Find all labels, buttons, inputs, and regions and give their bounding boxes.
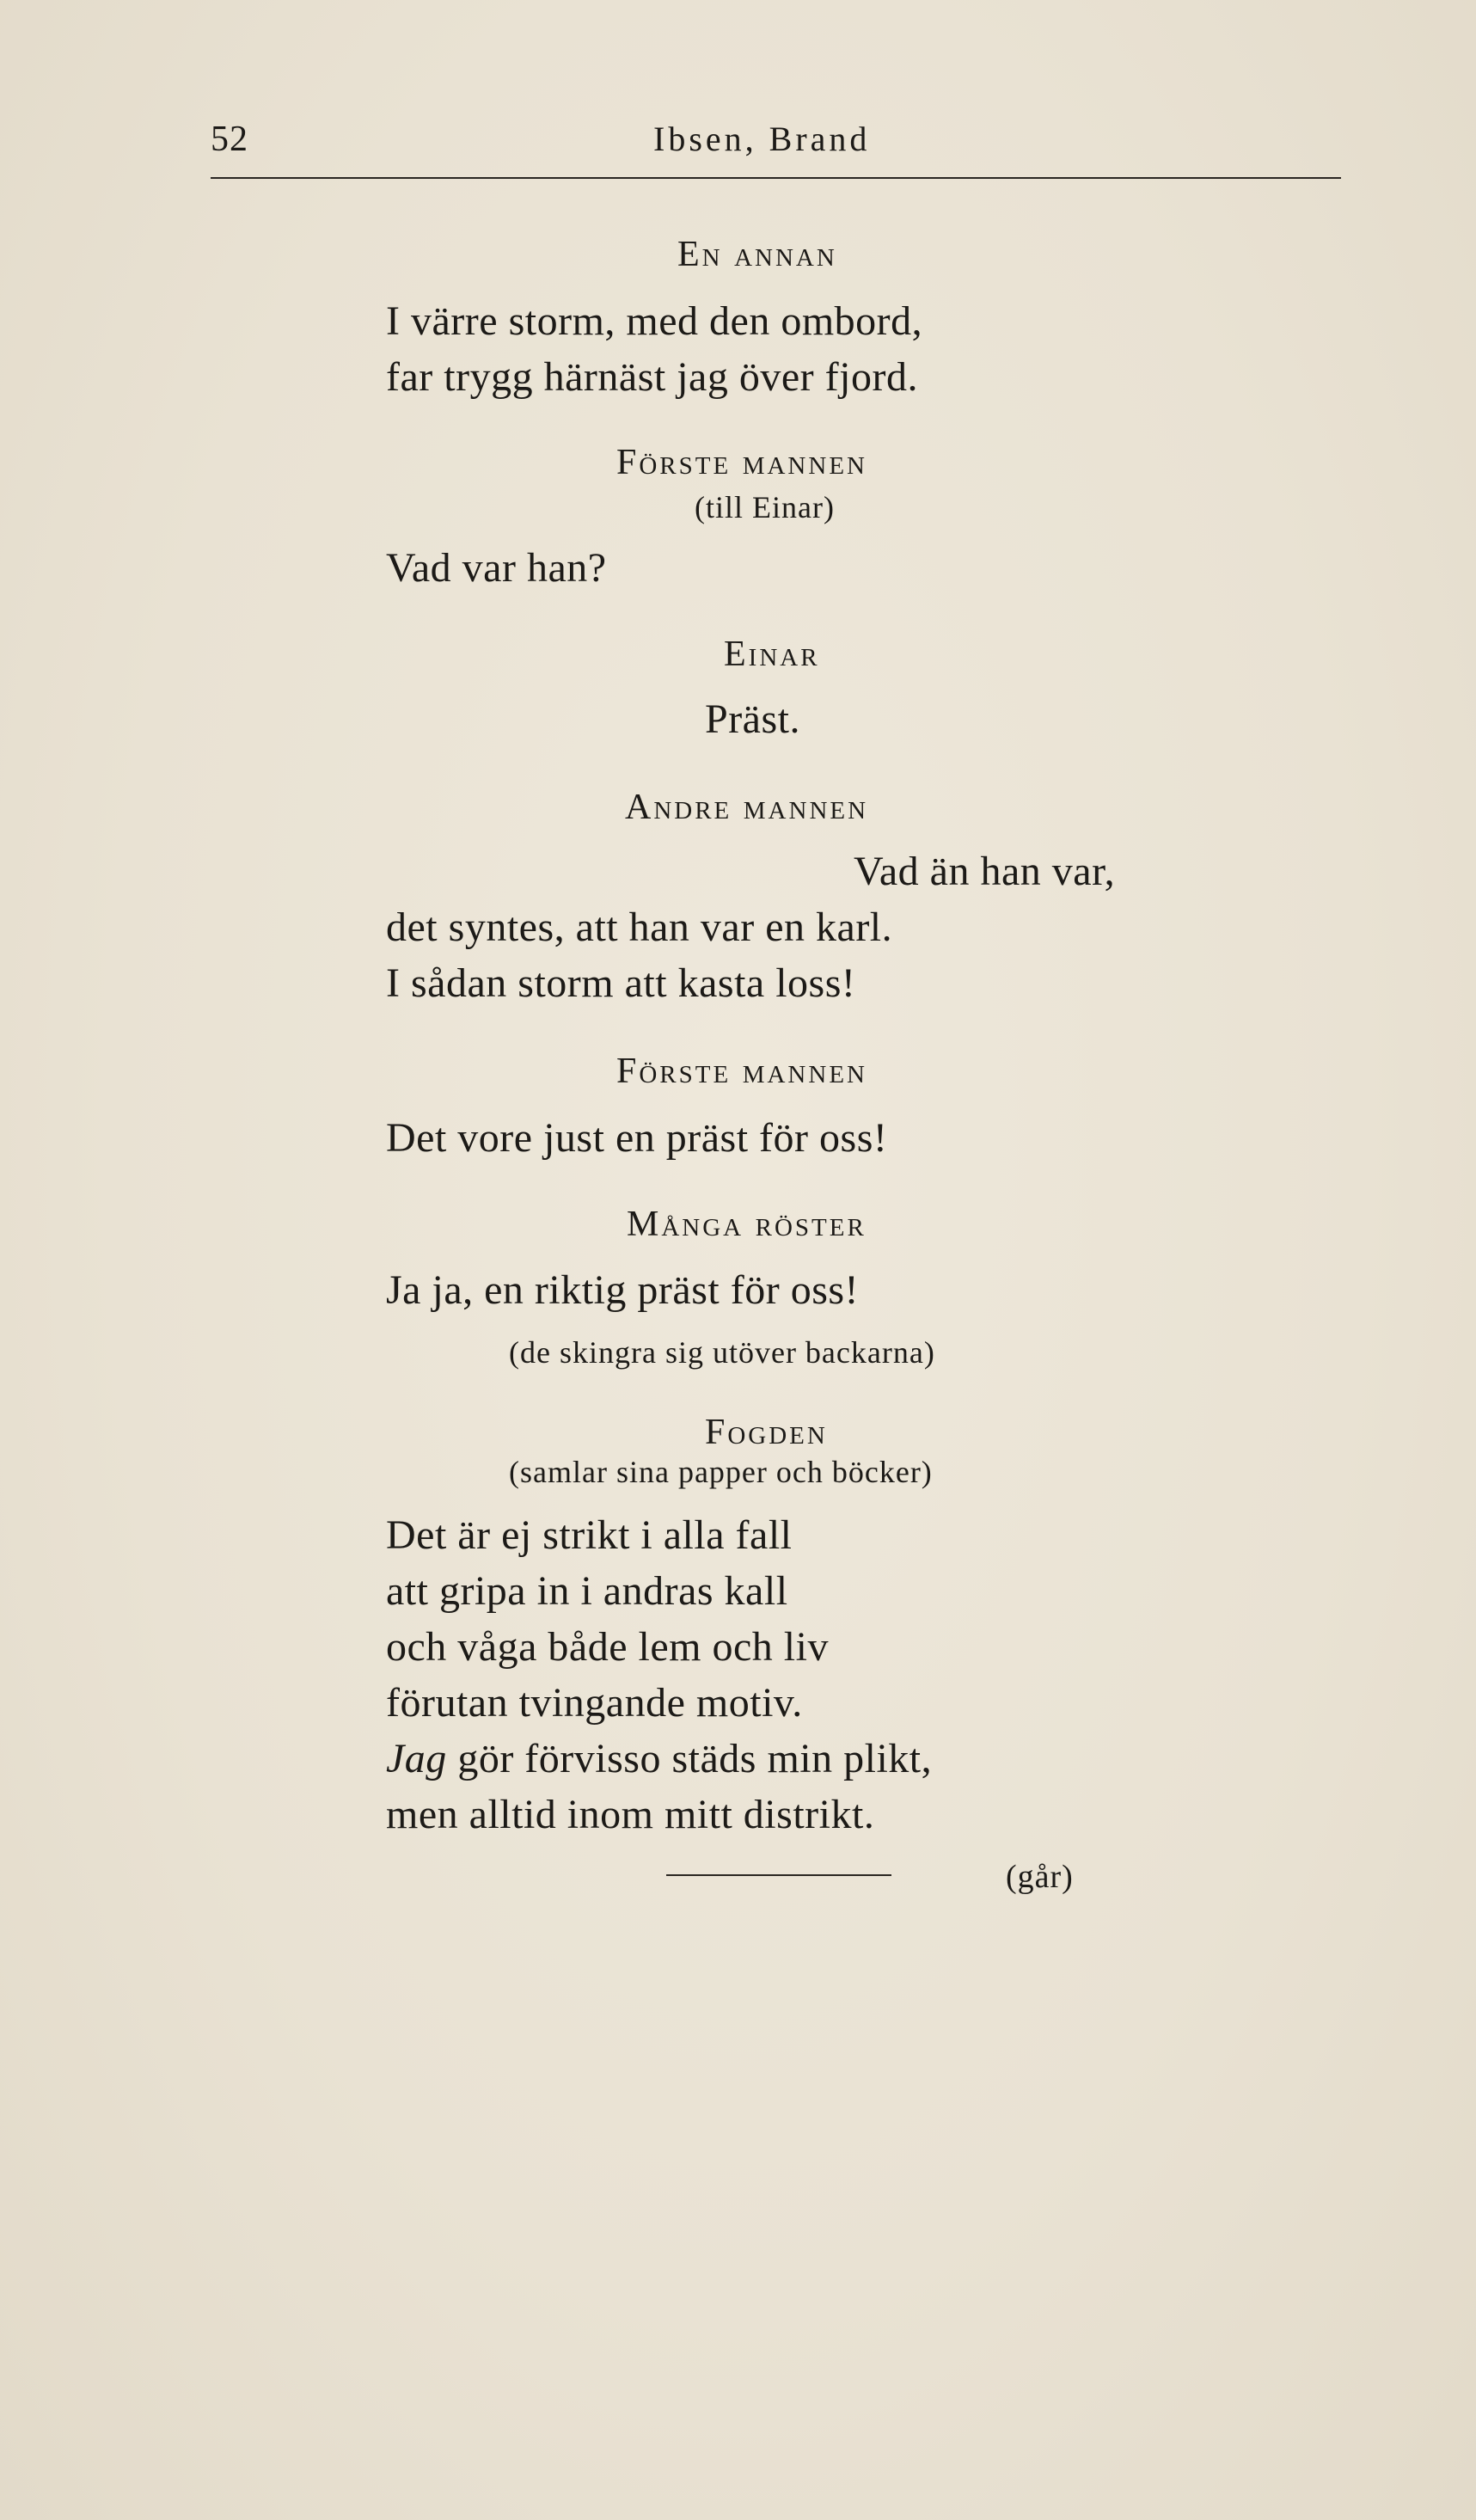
verse-line: och våga både lem och liv	[386, 1624, 829, 1670]
verse-line: Det är ej strikt i alla fall	[386, 1512, 793, 1558]
stage-direction: (de skingra sig utöver backarna)	[509, 1335, 935, 1370]
speaker-manga-roster: Många röster	[627, 1205, 867, 1244]
verse-line-rest: gör förvisso städs min plikt,	[446, 1736, 933, 1781]
speaker-einar: Einar	[724, 635, 820, 674]
header-rule	[211, 177, 1341, 179]
verse-line: Det vore just en präst för oss!	[386, 1115, 888, 1161]
verse-line: det syntes, att han var en karl.	[386, 904, 893, 950]
verse-line: far trygg härnäst jag över fjord.	[386, 354, 918, 400]
emphasized-word: Jag	[386, 1736, 447, 1781]
verse-line: förutan tvingande motiv.	[386, 1680, 803, 1726]
verse-line: I sådan storm att kasta loss!	[386, 960, 856, 1006]
verse-line: Vad var han?	[386, 545, 607, 591]
verse-line: I värre storm, med den ombord,	[386, 298, 923, 344]
page-number: 52	[211, 120, 248, 159]
speaker-forste-mannen: Förste mannen	[616, 1052, 867, 1091]
speaker-andre-mannen: Andre mannen	[625, 788, 869, 827]
verse-line: Ja ja, en riktig präst för oss!	[386, 1267, 860, 1313]
running-title: Ibsen, Brand	[653, 120, 871, 158]
stage-direction-exit: (går)	[1006, 1859, 1074, 1895]
verse-line: Präst.	[705, 696, 800, 742]
page-header	[211, 119, 1341, 170]
verse-line: Vad än han var,	[854, 849, 1116, 894]
verse-line: men alltid inom mitt distrikt.	[386, 1792, 875, 1837]
speaker-forste-mannen: Förste mannen	[616, 443, 867, 482]
verse-line: att gripa in i andras kall	[386, 1568, 788, 1614]
speaker-fogden: Fogden	[705, 1413, 828, 1452]
verse-line	[386, 1738, 932, 1780]
end-rule	[666, 1874, 891, 1876]
stage-direction: (samlar sina papper och böcker)	[509, 1455, 933, 1489]
speaker-en-annan: En annan	[677, 235, 837, 274]
stage-direction: (till Einar)	[695, 490, 835, 524]
